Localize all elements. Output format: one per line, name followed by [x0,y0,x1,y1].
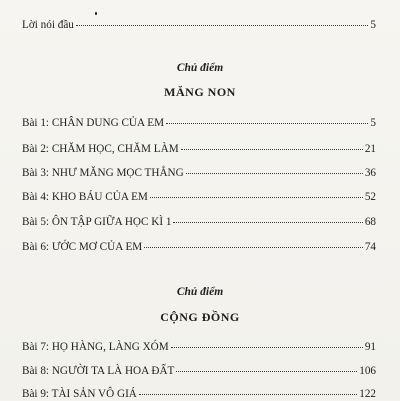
dot-leader [139,394,357,395]
entry-title: Lời nói đầu [22,19,74,31]
toc-entry-lesson-5 [22,215,376,229]
entry-page-number: 74 [364,241,376,253]
toc-entry-lesson-1 [22,116,376,130]
toc-entry-lesson-7 [22,340,376,354]
entry-title: Bài 6: ƯỚC MƠ CỦA EM [22,241,143,253]
entry-title: Bài 7: HỌ HÀNG, LÀNG XÓM [22,341,169,353]
dot-leader [176,371,357,372]
entry-page-number: 68 [364,216,376,228]
toc-entry-preface [22,18,376,32]
entry-page-number: 5 [370,117,376,129]
entry-title: Bài 3: NHƯ MĂNG MỌC THẲNG [22,167,184,179]
entry-title: Bài 5: ÔN TẬP GIỮA HỌC KÌ 1 [22,216,172,228]
entry-page-number: 122 [359,388,376,400]
section-label: Chủ điểm [176,62,224,74]
entry-page-number: 91 [364,341,376,353]
dot-leader [76,25,369,26]
section-title: CỘNG ĐỒNG [160,310,240,324]
ink-mark [95,12,97,15]
section-label: Chủ điểm [176,286,224,298]
entry-title: Bài 8: NGƯỜI TA LÀ HOA ĐẤT [22,365,175,377]
dot-leader [173,222,362,223]
dot-leader [171,347,363,348]
entry-page-number: 52 [364,191,376,203]
toc-entry-lesson-9 [22,387,376,401]
dot-leader [181,149,363,150]
toc-entry-lesson-2 [22,142,376,156]
entry-title: Bài 4: KHO BÁU CỦA EM [22,191,148,203]
toc-entry-lesson-3 [22,166,376,180]
entry-title: Bài 2: CHĂM HỌC, CHĂM LÀM [22,143,179,155]
entry-page-number: 5 [370,19,376,31]
toc-entry-lesson-6 [22,240,376,254]
entry-page-number: 106 [359,365,376,377]
section-title: MĂNG NON [164,85,236,99]
toc-entry-lesson-8 [22,364,376,378]
dot-leader [144,247,363,248]
entry-title: Bài 1: CHÂN DUNG CỦA EM [22,117,165,129]
toc-entry-lesson-4 [22,190,376,204]
dot-leader [166,123,368,124]
entry-title: Bài 9: TÀI SẢN VÔ GIÁ [22,388,137,400]
entry-page-number: 21 [364,143,376,155]
dot-leader [150,197,363,198]
dot-leader [186,173,363,174]
entry-page-number: 36 [364,167,376,179]
